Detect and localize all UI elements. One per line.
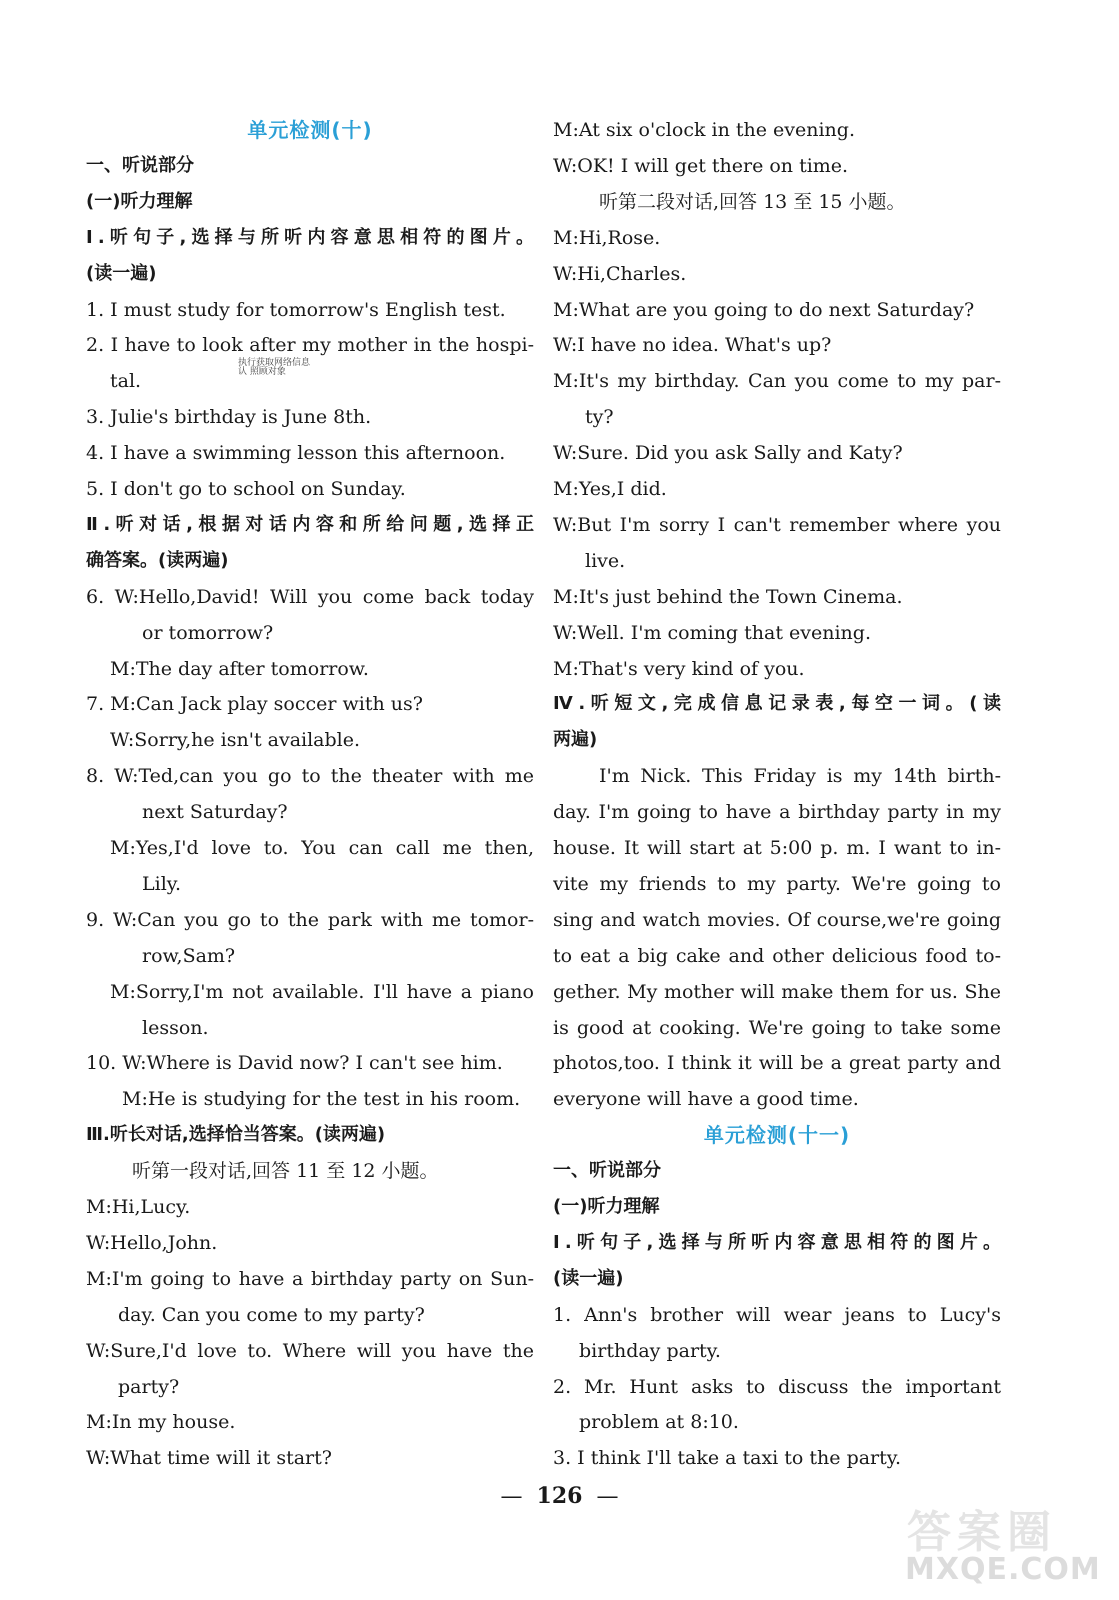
- section-title: 单元检测(十): [247, 118, 373, 142]
- watermark-logo: [897, 1496, 1105, 1596]
- text-line: house. It will start at 5:00 p. m. I want to in-: [553, 837, 1001, 859]
- text-line: 3. I think I'll take a taxi to the party.: [553, 1447, 902, 1470]
- text-line: Lily.: [142, 872, 182, 895]
- text-line: M:What are you going to do next Saturday?: [553, 298, 975, 321]
- text-line: live.: [585, 549, 626, 572]
- text-line: gether. My mother will make them for us. She: [553, 980, 1001, 1003]
- handwritten-note: 执行获取网络信息: [238, 358, 311, 368]
- text-line: W:Sure. Did you ask Sally and Katy?: [553, 442, 903, 465]
- text-line: W:Sorry,he isn't available.: [110, 729, 361, 752]
- text-line: party?: [118, 1375, 180, 1398]
- text-line: M:Hi,Lucy.: [86, 1196, 191, 1218]
- text-line: or tomorrow?: [142, 621, 274, 644]
- text-line: 10. W:Where is David now? I can't see him.: [86, 1052, 503, 1075]
- text-line: 听第一段对话,回答 11 至 12 小题。: [132, 1160, 439, 1183]
- text-line: 2. I have to look after my mother in the hospi-: [86, 334, 534, 357]
- text-line: M:Yes,I'd love to. You can call me then,: [110, 837, 534, 859]
- section-heading: Ⅳ.听短文,完成信息记录表,每空一词。(读: [553, 693, 1001, 715]
- text-line: W:But I'm sorry I can't remember where you: [553, 513, 1001, 536]
- section-heading: 确答案。(读两遍): [86, 549, 229, 571]
- text-line: 2. Mr. Hunt asks to discuss the important: [553, 1375, 1001, 1398]
- text-line: W:Hi,Charles.: [553, 262, 687, 285]
- text-line: is good at cooking. We're going to take some: [553, 1016, 1001, 1039]
- text-line: M:At six o'clock in the evening.: [553, 119, 855, 141]
- section-heading: Ⅱ.听对话,根据对话内容和所给问题,选择正: [86, 513, 534, 535]
- text-line: I'm Nick. This Friday is my 14th birth-: [599, 765, 1001, 788]
- text-line: M:It's just behind the Town Cinema.: [553, 585, 903, 608]
- handwritten-note-2: 认 照顾对象: [238, 367, 286, 377]
- text-line: 听第二段对话,回答 13 至 15 小题。: [599, 190, 906, 213]
- text-line: M:He is studying for the test in his room.: [122, 1088, 521, 1111]
- text-line: ty?: [585, 406, 614, 429]
- text-line: day. I'm going to have a birthday party in my: [553, 801, 1001, 824]
- text-line: W:Sure,I'd love to. Where will you have the: [86, 1339, 534, 1362]
- text-line: 1. Ann's brother will wear jeans to Lucy's: [553, 1303, 1001, 1326]
- section-heading: (读一遍): [86, 262, 157, 284]
- section-heading: Ⅰ.听句子,选择与所听内容意思相符的图片。: [86, 226, 534, 248]
- text-line: W:Well. I'm coming that evening.: [553, 621, 871, 644]
- watermark-text: 答案圈: [907, 1507, 1057, 1558]
- text-line: 3. Julie's birthday is June 8th.: [86, 406, 372, 429]
- page-number-value: 126: [536, 1483, 583, 1509]
- text-line: row,Sam?: [142, 944, 236, 967]
- text-line: lesson.: [142, 1016, 209, 1039]
- section-heading: Ⅰ.听句子,选择与所听内容意思相符的图片。: [553, 1231, 1001, 1253]
- section-heading: (一)听力理解: [553, 1196, 660, 1217]
- text-line: 7. M:Can Jack play soccer with us?: [86, 693, 423, 716]
- text-line: M:Hi,Rose.: [553, 226, 661, 249]
- section-heading: Ⅲ.听长对话,选择恰当答案。(读两遍): [86, 1124, 386, 1146]
- text-line: W:I have no idea. What's up?: [553, 334, 832, 357]
- text-line: M:That's very kind of you.: [553, 657, 805, 680]
- text-line: W:What time will it start?: [86, 1447, 332, 1470]
- text-line: 9. W:Can you go to the park with me tomor-: [86, 908, 534, 931]
- text-line: M:It's my birthday. Can you come to my par-: [553, 370, 1001, 393]
- text-line: to eat a big cake and other delicious food to-: [553, 944, 1001, 967]
- text-line: sing and watch movies. Of course,we're going: [553, 908, 1001, 931]
- text-line: everyone will have a good time.: [553, 1088, 859, 1111]
- section-heading: 一、听说部分: [553, 1160, 661, 1182]
- section-heading: 一、听说部分: [86, 154, 194, 176]
- text-line: day. Can you come to my party?: [118, 1303, 425, 1326]
- text-line: W:OK! I will get there on time.: [553, 154, 849, 177]
- text-line: M:Sorry,I'm not available. I'll have a piano: [110, 980, 534, 1003]
- text-line: birthday party.: [579, 1339, 721, 1362]
- text-line: vite my friends to my party. We're going to: [553, 872, 1001, 895]
- text-line: M:Yes,I did.: [553, 478, 667, 500]
- text-line: M:I'm going to have a birthday party on Sun-: [86, 1267, 534, 1290]
- watermark-url: MXQE.COM: [905, 1552, 1101, 1587]
- text-line: photos,too. I think it will be a great party and: [553, 1052, 1001, 1075]
- section-title: 单元检测(十一): [703, 1123, 851, 1148]
- text-line: 8. W:Ted,can you go to the theater with me: [86, 765, 534, 788]
- text-line: problem at 8:10.: [579, 1411, 739, 1434]
- text-line: M:The day after tomorrow.: [110, 657, 369, 680]
- text-line: 4. I have a swimming lesson this afternoon.: [86, 442, 506, 465]
- text-line: next Saturday?: [142, 801, 288, 824]
- text-line: tal.: [110, 370, 142, 393]
- text-line: 6. W:Hello,David! Will you come back today: [86, 585, 534, 608]
- text-line: M:In my house.: [86, 1411, 236, 1434]
- text-line: W:Hello,John.: [86, 1231, 218, 1254]
- section-heading: (一)听力理解: [86, 190, 193, 212]
- text-line: 1. I must study for tomorrow's English test.: [86, 298, 506, 321]
- text-line: 5. I don't go to school on Sunday.: [86, 478, 406, 500]
- section-heading: (读一遍): [553, 1267, 624, 1289]
- page-number: — 126 —: [500, 1483, 619, 1509]
- section-heading: 两遍): [553, 729, 598, 751]
